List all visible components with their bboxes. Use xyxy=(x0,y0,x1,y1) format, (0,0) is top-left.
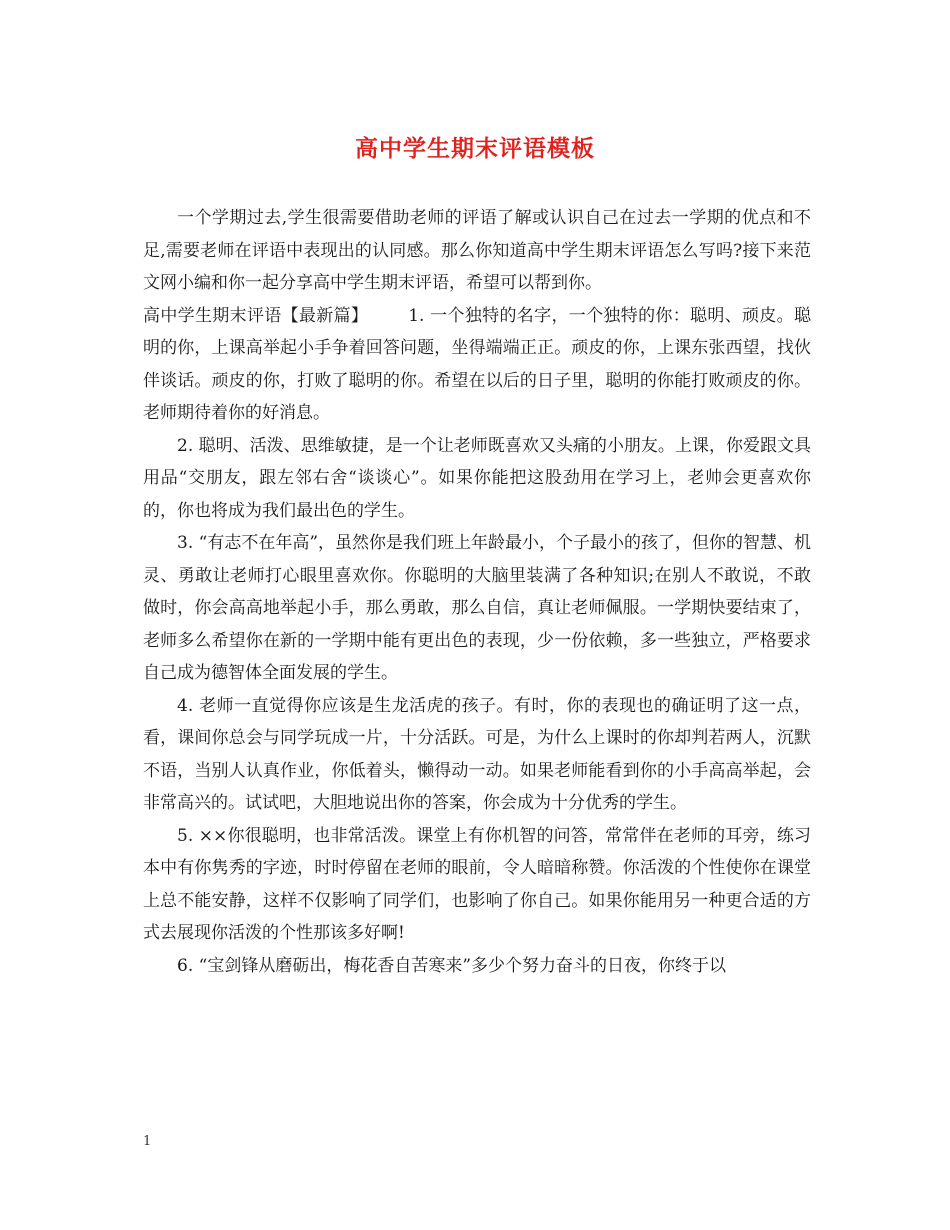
item-6-paragraph: 6. “宝剑锋从磨砺出，梅花香自苦寒来”多少个努力奋斗的日夜，你终于以 xyxy=(177,955,727,976)
item-5-paragraph: 5. ××你很聪明，也非常活泼。课堂上有你机智的问答，常常伴在老师的耳旁，练习本中有你隽秀的字迹，时时停留在老师的眼前，令人暗暗称赞。你活泼的个性使你在课堂上总不能安静，这样不仅影响了同学们，也影响了你自己。如果你能用另一种更合适的方式去展现你活泼的个性那该多好啊! xyxy=(143,825,811,943)
intro-paragraph: 一个学期过去,学生很需要借助老师的评语了解或认识自己在过去一学期的优点和不足,需要老师在评语中表现出的认同感。那么你知道高中学生期末评语怎么写吗?接下来范文网小编和你一起分享高中学生期末评语，希望可以帮到你。 xyxy=(143,208,811,293)
document-title: 高中学生期末评语模板 xyxy=(355,135,595,162)
item-1-text: 1. 一个独特的名字，一个独特的你：聪明、顽皮。聪明的你，上课高举起小手争着回答问题，坐得端端正正。顽皮的你，上课东张西望，找伙伴谈话。顽皮的你，打败了聪明的你。希望在以后的日子里，聪明的你能打败顽皮的你。老师期待着你的好消息。 xyxy=(143,305,812,423)
item-3-paragraph: 3. “有志不在年高”，虽然你是我们班上年龄最小，个子最小的孩了，但你的智慧、机灵、勇敢让老师打心眼里喜欢你。你聪明的大脑里装满了各种知识;在别人不敢说，不敢做时，你会高高地举起小手，那么勇敢，那么自信，真让老师佩服。一学期快要结束了，老师多么希望你在新的一学期中能有更出色的表现，少一份依赖，多一些独立，严格要求自己成为德智体全面发展的学生。 xyxy=(143,533,812,683)
item-2-paragraph: 2. 聪明、活泼、思维敏捷，是一个让老师既喜欢又头痛的小朋友。上课，你爱跟文具用品“交朋友，跟左邻右舍“谈谈心”。如果你能把这股劲用在学习上，老帅会更喜欢你的，你也将成为我们最出色的学生。 xyxy=(143,435,811,521)
page-number: 1 xyxy=(143,1134,152,1149)
section-heading: 高中学生期末评语【最新篇】 xyxy=(143,305,369,326)
document-body xyxy=(143,202,811,982)
item-4-paragraph: 4. 老师一直觉得你应该是生龙活虎的孩子。有时，你的表现也的确证明了这一点，看，课间你总会与同学玩成一片，十分活跃。可是，为什么上课时的你却判若两人，沉默不语，当别人认真作业，你低着头，懒得动一动。如果老师能看到你的小手高高举起，会非常高兴的。试试吧，大胆地说出你的答案，你会成为十分优秀的学生。 xyxy=(143,695,811,813)
item-1-paragraph xyxy=(143,300,811,430)
